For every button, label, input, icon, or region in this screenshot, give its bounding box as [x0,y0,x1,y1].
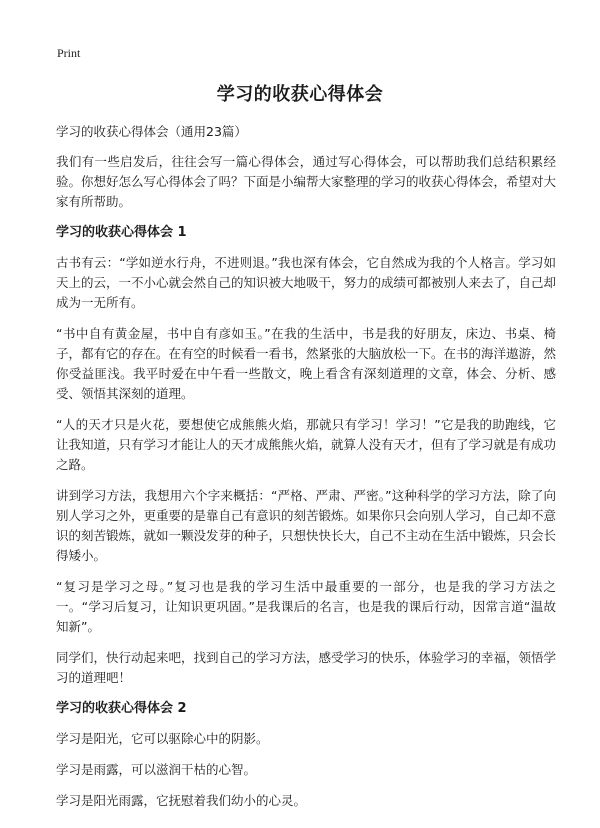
paragraph: 讲到学习方法，我想用六个字来概括：“严格、严肃、严密。”这种科学的学习方法，除了向别人学习之外，更重要的是靠自己有意识的刻苦锻炼。如果你只会向别人学习，自己却不意识的刻苦锻炼，就如一颗没发芽的种子，只想快快长大，自己不主动在生活中锻炼，只会长得矮小。 [56,488,557,563]
paragraph: 古书有云：“学如逆水行舟，不进则退。”我也深有体会，它自然成为我的个人格言。学习如天上的云，一不小心就会然自己的知识被大地吸干，努力的成绩可都被别人来去了，自己却成为一无所有。 [56,255,557,310]
article-subtitle: 学习的收获心得体会（通用23篇） [56,124,247,139]
paragraph: 学习是阳光，它可以驱除心中的阴影。 [56,731,269,746]
section-heading: 学习的收获心得体会 1 [56,225,187,240]
section-heading: 学习的收获心得体会 2 [56,701,187,716]
page-title: 学习的收获心得体会 [216,84,384,105]
article-body [56,122,556,822]
paragraph: “复习是学习之母。”复习也是我的学习生活中最重要的一部分，也是我的学习方法之一。“学习后复习，让知识更巩固。”是我课后的名言，也是我的课后行动，因常言道“温故知新”。 [56,579,556,634]
intro-paragraph: 我们有一些启发后，往往会写一篇心得体会，通过写心得体会，可以帮助我们总结积累经验。你想好怎么写心得体会了吗？下面是小编帮大家整理的学习的收获心得体会，希望对大家有所帮助。 [56,154,557,209]
paragraph: 学习是阳光雨露，它抚慰着我们幼小的心灵。 [56,793,307,808]
paragraph: 同学们，快行动起来吧，找到自己的学习方法，感受学习的快乐，体验学习的幸福，领悟学习的道理吧！ [56,650,557,685]
paragraph: “书中自有黄金屋，书中自有彦如玉。”在我的生活中，书是我的好朋友，床边、书桌、椅子，都有它的存在。在有空的时候看一看书，然紧张的大脑放松一下。在书的海洋遨游，然你受益匪浅。我平时爱在中午看一些散文，晚上看含有深刻道理的文章，体会、分析、感受、领悟其深刻的道理。 [56,326,557,401]
paragraph: 学习是雨露，可以滋润干枯的心智。 [56,762,257,777]
print-link[interactable]: Print [57,46,81,60]
paragraph: “人的天才只是火花，要想使它成熊熊火焰，那就只有学习！学习！”它是我的助跑线，它让我知道，只有学习才能让人的天才成熊熊火焰，就算人没有天才，但有了学习就是有成功之路。 [56,417,557,472]
